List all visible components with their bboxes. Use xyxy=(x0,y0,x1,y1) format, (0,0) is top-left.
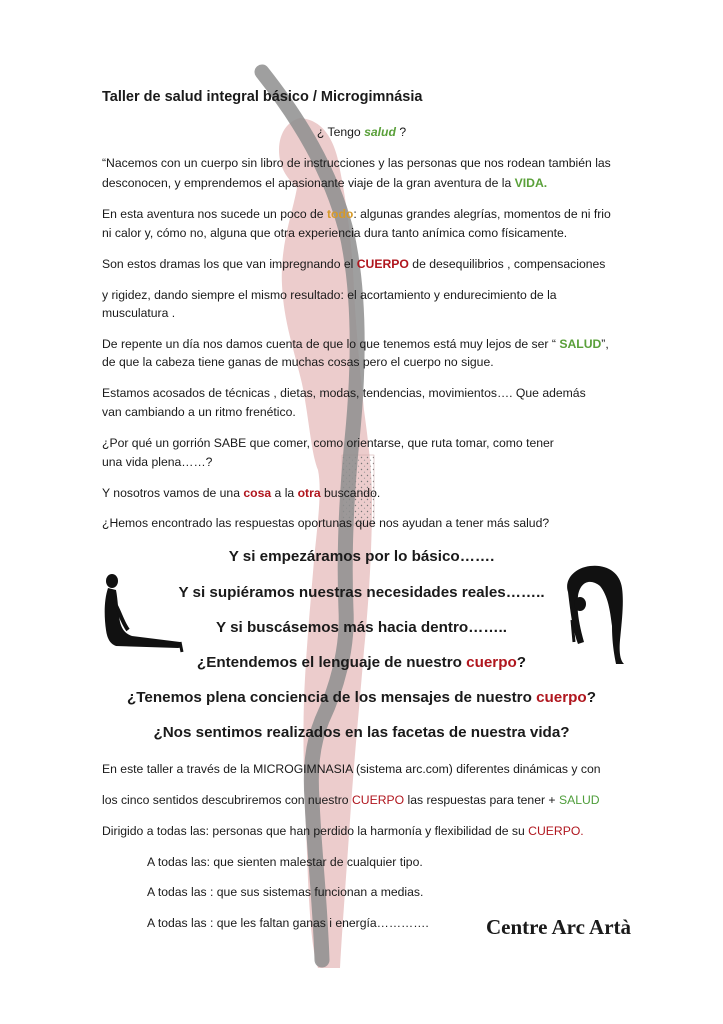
paragraph-line: A todas las : que les faltan ganas i energía…………. xyxy=(147,916,429,930)
paragraph-line: de que la cabeza tiene ganas de muchas cosas pero el cuerpo no sigue. xyxy=(102,355,494,369)
highlight-salud: SALUD xyxy=(558,793,600,807)
text-run: buscando. xyxy=(320,486,381,500)
text-run: desconocen, y emprendemos el apasionante viaje de la gran aventura de la xyxy=(102,176,515,190)
paragraph-line xyxy=(102,824,584,839)
highlight-cosa: cosa xyxy=(243,486,272,500)
text-run: las respuestas para tener + xyxy=(404,793,559,807)
paragraph-line: Estamos acosados de técnicas , dietas, modas, tendencias, movimientos…. Que además xyxy=(102,386,586,400)
text-run: : algunas grandes alegrías, momentos de ni frio xyxy=(353,207,611,221)
text-run: De repente un día nos damos cuenta de que lo que tenemos está muy lejos de ser “ xyxy=(102,337,560,351)
text-run: ¿Entendemos el lenguaje de nuestro xyxy=(196,654,467,671)
text-run: Son estos dramas los que van impregnando el xyxy=(102,257,357,271)
question-line xyxy=(0,690,723,705)
highlight-todo: todo xyxy=(326,207,354,221)
paragraph-line xyxy=(102,257,605,272)
paragraph-line: En este taller a través de la MICROGIMNASIA (sistema arc.com) diferentes dinámicas y con xyxy=(102,762,601,776)
question-line: Y si supiéramos nuestras necesidades reales…….. xyxy=(178,584,545,601)
paragraph-line: ni calor y, cómo no, alguna que otra experiencia dura tanto anímica como físicamente. xyxy=(102,226,568,240)
question-line: Y si buscásemos más hacia dentro…….. xyxy=(216,619,507,636)
signature: Centre Arc Artà xyxy=(486,915,632,939)
paragraph-line: A todas las: que sienten malestar de cualquier tipo. xyxy=(147,855,423,869)
question-line: ¿Nos sentimos realizados en las facetas de nuestra vida? xyxy=(153,724,570,741)
sitting-figure-icon xyxy=(98,572,184,658)
page-title: Taller de salud integral básico / Microgimnásia xyxy=(102,89,423,105)
paragraph-line xyxy=(102,486,380,501)
paragraph-line: musculatura . xyxy=(102,306,176,320)
text-run: Y nosotros vamos de una xyxy=(102,486,244,500)
highlight-otra: otra xyxy=(297,486,321,500)
subtitle-pre: ¿ Tengo xyxy=(316,125,365,139)
text-run: los cinco sentidos descubriremos con nuestro xyxy=(102,793,352,807)
question-line: Y si empezáramos por lo básico……. xyxy=(228,548,495,565)
text-run: a la xyxy=(271,486,298,500)
forward-bend-figure-icon xyxy=(560,562,630,666)
paragraph-line: una vida plena……? xyxy=(102,455,213,469)
paragraph-line xyxy=(102,337,609,352)
text-run: ? xyxy=(516,654,527,671)
subtitle-highlight: salud xyxy=(364,125,396,139)
paragraph-line: ¿Por qué un gorrión SABE que comer, como orientarse, que ruta tomar, como tener xyxy=(102,436,554,450)
text-run: de desequilibrios , compensaciones xyxy=(408,257,606,271)
paragraph-line: A todas las : que sus sistemas funcionan a medias. xyxy=(147,885,424,899)
subtitle xyxy=(0,125,723,140)
paragraph-line: van cambiando a un ritmo frenético. xyxy=(102,405,296,419)
text-run: ¿Tenemos plena conciencia de los mensajes de nuestro xyxy=(127,689,537,706)
highlight-salud: SALUD xyxy=(559,337,602,351)
text-run: ”, xyxy=(601,337,609,351)
subtitle-post: ? xyxy=(395,125,407,139)
highlight-cuerpo: CUERPO xyxy=(356,257,409,271)
paragraph-line xyxy=(102,207,611,222)
highlight-cuerpo: cuerpo xyxy=(466,654,517,671)
paragraph-line: “Nacemos con un cuerpo sin libro de instrucciones y las personas que nos rodean también las xyxy=(102,156,611,170)
text-run: En esta aventura nos sucede un poco de xyxy=(102,207,327,221)
paragraph-line xyxy=(102,176,547,191)
highlight-cuerpo: CUERPO xyxy=(351,793,405,807)
paragraph-line: y rigidez, dando siempre el mismo resultado: el acortamiento y endurecimiento de la xyxy=(102,288,557,302)
paragraph-line xyxy=(102,793,600,808)
highlight-cuerpo: CUERPO. xyxy=(528,824,584,838)
text-run: Dirigido a todas las: personas que han perdido la harmonía y flexibilidad de su xyxy=(102,824,529,838)
text-run: ? xyxy=(586,689,596,706)
paragraph-line: ¿Hemos encontrado las respuestas oportunas que nos ayudan a tener más salud? xyxy=(102,516,550,530)
highlight-cuerpo: cuerpo xyxy=(536,689,587,706)
highlight-vida: VIDA. xyxy=(514,176,548,190)
